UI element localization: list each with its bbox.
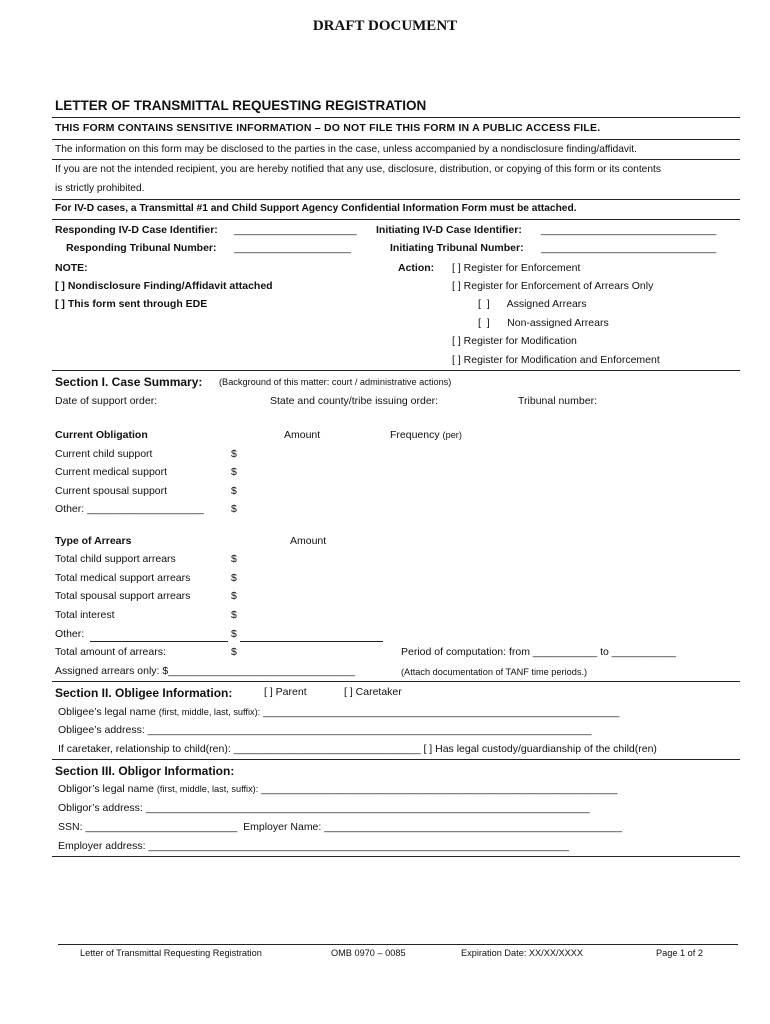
section1-subheading: (Background of this matter: court / administrative actions) bbox=[219, 377, 452, 387]
init-case-field[interactable]: ______________________________ bbox=[541, 224, 717, 236]
arrears-medical: Total medical support arrears bbox=[55, 572, 191, 584]
arrears-amount-heading: Amount bbox=[290, 535, 327, 547]
dollar-sign: $ bbox=[231, 466, 237, 478]
custody-checkbox[interactable]: [ ] Has legal custody/guardianship of the child(ren) bbox=[423, 743, 657, 755]
sensitive-notice: THIS FORM CONTAINS SENSITIVE INFORMATION – DO NOT FILE THIS FORM IN A PUBLIC ACCESS FILE. bbox=[55, 122, 601, 134]
ssn-employer-row bbox=[58, 821, 622, 833]
obligee-address-label: Obligee’s address: bbox=[58, 724, 145, 736]
action-nonassigned-arrears[interactable]: [ ] Non-assigned Arrears bbox=[478, 317, 609, 329]
dollar-sign: $ bbox=[231, 503, 237, 515]
obligee-name-field[interactable]: _____________________________________________________________ bbox=[263, 706, 620, 718]
assigned-arrears-field[interactable]: Assigned arrears only: $________________________________ bbox=[55, 665, 356, 677]
action-modification[interactable]: [ ] Register for Modification bbox=[452, 335, 577, 347]
resp-tribunal-field[interactable]: ____________________ bbox=[234, 242, 351, 254]
obligee-address-row bbox=[58, 724, 592, 736]
relationship-label: If caretaker, relationship to child(ren): bbox=[58, 743, 231, 755]
frequency-label: Frequency bbox=[390, 429, 440, 441]
current-other[interactable]: Other: ____________________ bbox=[55, 503, 204, 515]
employer-address-row bbox=[58, 840, 569, 852]
arrears-child: Total child support arrears bbox=[55, 553, 176, 565]
divider bbox=[52, 759, 740, 760]
employer-name-field[interactable]: ___________________________________________________ bbox=[324, 821, 623, 833]
period-to-label: to bbox=[600, 646, 609, 658]
arrears-interest: Total interest bbox=[55, 609, 115, 621]
section2-heading: Section II. Obligee Information: bbox=[55, 686, 233, 700]
ssn-label: SSN: bbox=[58, 821, 83, 833]
action-enforcement-arrears[interactable]: [ ] Register for Enforcement of Arrears Only bbox=[452, 280, 654, 292]
note-label: NOTE: bbox=[55, 262, 88, 274]
period-computation bbox=[401, 646, 676, 658]
action-label: Action: bbox=[398, 262, 435, 274]
current-spousal-support: Current spousal support bbox=[55, 485, 168, 497]
action-assigned-arrears[interactable]: [ ] Assigned Arrears bbox=[478, 298, 587, 310]
frequency-heading bbox=[390, 429, 462, 441]
divider bbox=[52, 117, 740, 118]
obligor-name-row bbox=[58, 783, 617, 795]
ivd-notice: For IV-D cases, a Transmittal #1 and Child Support Agency Confidential Information Form must be attached. bbox=[55, 203, 577, 214]
dollar-sign: $ bbox=[231, 590, 237, 602]
arrears-other: Other: bbox=[55, 628, 85, 640]
divider bbox=[52, 159, 740, 160]
obligee-name-label: Obligee’s legal name bbox=[58, 706, 156, 718]
divider bbox=[52, 681, 740, 682]
dollar-sign: $ bbox=[231, 609, 237, 621]
init-tribunal-field[interactable]: ______________________________ bbox=[541, 242, 717, 254]
arrears-spousal: Total spousal support arrears bbox=[55, 590, 191, 602]
obligor-address-field[interactable]: ____________________________________________________________________________ bbox=[145, 802, 590, 814]
arrears-heading: Type of Arrears bbox=[55, 535, 132, 547]
dollar-sign: $ bbox=[231, 628, 237, 640]
draft-header: DRAFT DOCUMENT bbox=[312, 18, 458, 34]
date-order-label: Date of support order: bbox=[55, 395, 158, 407]
footer-omb: OMB 0970 – 0085 bbox=[331, 948, 406, 958]
divider bbox=[52, 139, 740, 140]
nondisclosure-checkbox[interactable]: [ ] Nondisclosure Finding/Affidavit attached bbox=[55, 280, 273, 292]
current-obligation-heading: Current Obligation bbox=[55, 429, 148, 441]
relationship-row bbox=[58, 743, 657, 755]
obligor-address-row bbox=[58, 802, 590, 814]
init-tribunal-label: Initiating Tribunal Number: bbox=[390, 242, 524, 254]
dollar-sign: $ bbox=[231, 646, 237, 658]
ssn-field[interactable]: __________________________ bbox=[85, 821, 238, 833]
period-from-field[interactable]: ___________ bbox=[532, 646, 598, 658]
frequency-per: (per) bbox=[442, 430, 462, 440]
footer-title: Letter of Transmittal Requesting Registration bbox=[80, 948, 262, 958]
state-county-label: State and county/tribe issuing order: bbox=[270, 395, 439, 407]
arrears-amount-line bbox=[240, 641, 383, 642]
total-arrears-label: Total amount of arrears: bbox=[55, 646, 166, 658]
dollar-sign: $ bbox=[231, 572, 237, 584]
parent-checkbox[interactable]: [ ] Parent bbox=[264, 686, 307, 698]
footer-rule bbox=[58, 944, 738, 945]
employer-name-label: Employer Name: bbox=[243, 821, 322, 833]
intended-notice-line2: is strictly prohibited. bbox=[55, 183, 145, 194]
relationship-field[interactable]: ________________________________ bbox=[233, 743, 421, 755]
dollar-sign: $ bbox=[231, 485, 237, 497]
divider bbox=[52, 199, 740, 200]
section3-heading: Section III. Obligor Information: bbox=[55, 764, 235, 778]
action-modification-enforcement[interactable]: [ ] Register for Modification and Enforcement bbox=[452, 354, 660, 366]
resp-case-field[interactable]: _____________________ bbox=[234, 224, 357, 236]
section1-heading: Section I. Case Summary: bbox=[55, 375, 203, 389]
dollar-sign: $ bbox=[231, 553, 237, 565]
footer-expiration: Expiration Date: XX/XX/XXXX bbox=[461, 948, 584, 958]
employer-address-field[interactable]: ________________________________________________________________________ bbox=[148, 840, 569, 852]
disclosure-notice: The information on this form may be disclosed to the parties in the case, unless accompanied by a nondisclosure finding/affidavit. bbox=[55, 144, 637, 155]
current-child-support: Current child support bbox=[55, 448, 153, 460]
obligor-address-label: Obligor’s address: bbox=[58, 802, 143, 814]
obligor-name-label: Obligor’s legal name bbox=[58, 783, 154, 795]
employer-address-label: Employer address: bbox=[58, 840, 146, 852]
obligor-name-hint: (first, middle, last, suffix): bbox=[156, 784, 259, 794]
obligor-name-field[interactable]: _____________________________________________________________ bbox=[261, 783, 618, 795]
arrears-other-line[interactable] bbox=[90, 641, 228, 642]
divider bbox=[52, 219, 740, 220]
period-to-field[interactable]: ___________ bbox=[611, 646, 677, 658]
ede-checkbox[interactable]: [ ] This form sent through EDE bbox=[55, 298, 208, 310]
current-medical-support: Current medical support bbox=[55, 466, 168, 478]
init-case-label: Initiating IV-D Case Identifier: bbox=[376, 224, 522, 236]
action-enforcement[interactable]: [ ] Register for Enforcement bbox=[452, 262, 581, 274]
obligee-name-row bbox=[58, 706, 619, 718]
intended-notice-line1: If you are not the intended recipient, you are hereby notified that any use, disclosure, distribution, or copying of this form or its contents bbox=[55, 164, 661, 175]
resp-tribunal-label: Responding Tribunal Number: bbox=[66, 242, 217, 254]
caretaker-checkbox[interactable]: [ ] Caretaker bbox=[344, 686, 402, 698]
tanf-note: (Attach documentation of TANF time periods.) bbox=[401, 667, 588, 677]
resp-case-label: Responding IV-D Case Identifier: bbox=[55, 224, 218, 236]
tribunal-number-label: Tribunal number: bbox=[518, 395, 597, 407]
form-title: LETTER OF TRANSMITTAL REQUESTING REGISTRATION bbox=[55, 98, 427, 113]
period-label: Period of computation: from bbox=[401, 646, 530, 658]
dollar-sign: $ bbox=[231, 448, 237, 460]
footer-page-number: Page 1 of 2 bbox=[656, 948, 703, 958]
divider bbox=[52, 856, 740, 857]
divider bbox=[52, 370, 740, 371]
current-amount-heading: Amount bbox=[284, 429, 321, 441]
obligee-address-field[interactable]: ____________________________________________________________________________ bbox=[147, 724, 592, 736]
obligee-name-hint: (first, middle, last, suffix): bbox=[158, 707, 261, 717]
